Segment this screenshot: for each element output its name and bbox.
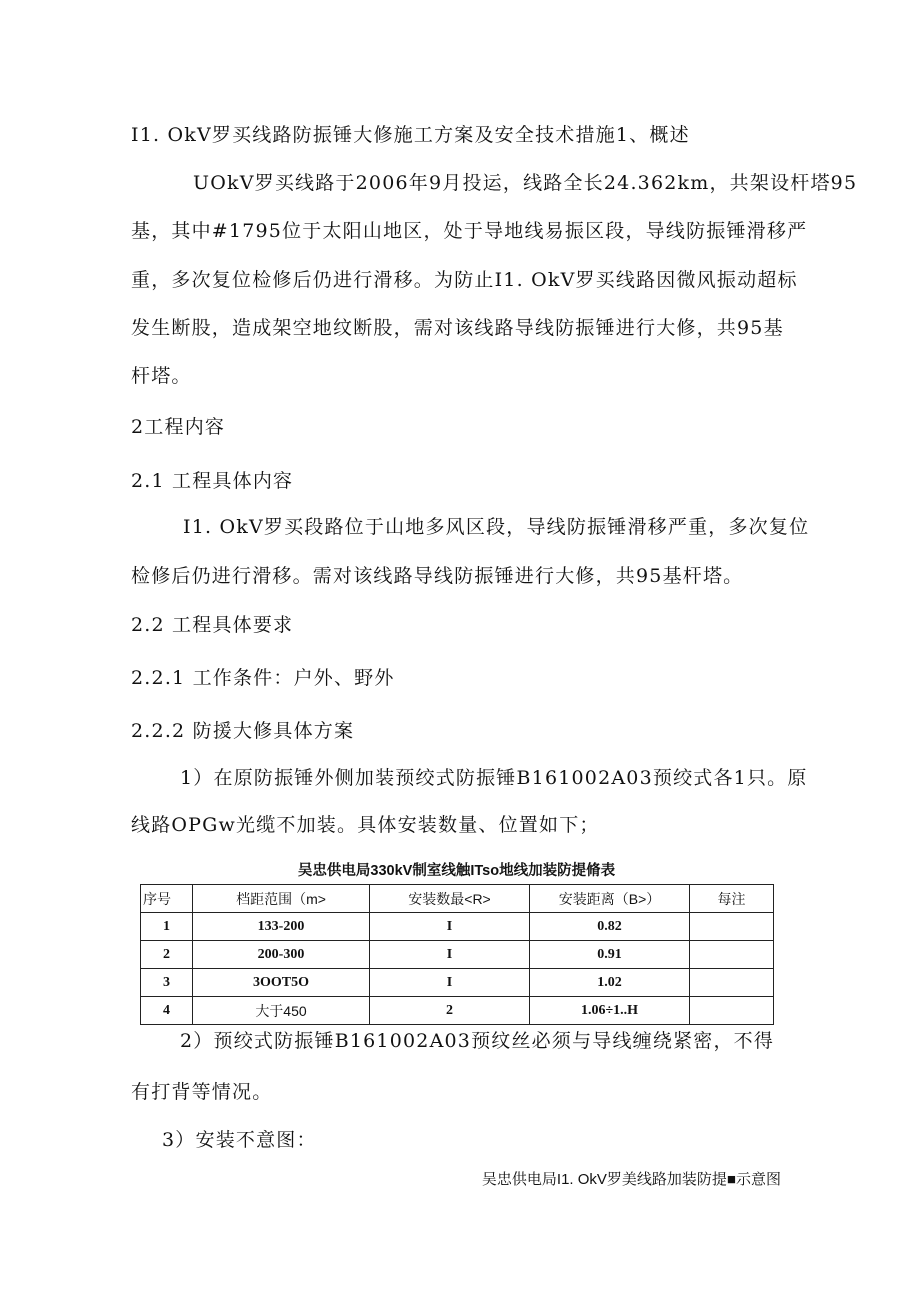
table-header-row bbox=[141, 885, 774, 913]
figure-caption: 吴忠供电局I1. OkV罗美线路加装防提■示意图 bbox=[481, 1171, 781, 1188]
installation-table bbox=[140, 884, 774, 1025]
header-qty: 安装数最<R> bbox=[370, 885, 530, 913]
cell-range: 200-300 bbox=[193, 941, 370, 969]
overview-line-1: UOkV罗买线路于2006年9月投运，线路全长24.362km，共架设杆塔95 bbox=[193, 172, 858, 194]
cell-note bbox=[690, 969, 774, 997]
header-range: 档距范围（m> bbox=[193, 885, 370, 913]
item-1-line-1: 1）在原防振锤外侧加装预绞式防振锤B161002A03预绞式各1只。原 bbox=[180, 767, 808, 789]
item-1-line-2: 线路OPGw光缆不加装。具体安装数量、位置如下； bbox=[131, 814, 600, 836]
overview-line-3: 重，多次复位检修后仍进行滑移。为防止I1. OkV罗买线路因微风振动超标 bbox=[131, 269, 798, 291]
table-row bbox=[141, 997, 774, 1025]
cell-distance: 1.06÷1..H bbox=[530, 997, 690, 1025]
header-no: 序号 bbox=[141, 885, 193, 913]
cell-no: 4 bbox=[141, 997, 193, 1025]
cell-distance: 0.91 bbox=[530, 941, 690, 969]
document-title: I1. OkV罗买线路防振锤大修施工方案及安全技术措施1、概述 bbox=[131, 124, 690, 146]
cell-note bbox=[690, 997, 774, 1025]
cell-no: 1 bbox=[141, 913, 193, 941]
item-3: 3）安装不意图： bbox=[162, 1129, 317, 1151]
section-2-1-body-line-2: 检修后仍进行滑移。需对该线路导线防振锤进行大修，共95基杆塔。 bbox=[131, 565, 744, 587]
table-caption: 吴忠供电局330kV制室线触ITso地线加装防提脩表 bbox=[297, 863, 616, 879]
cell-qty: 2 bbox=[370, 997, 530, 1025]
section-2-heading: 2工程内容 bbox=[131, 416, 226, 438]
table-row bbox=[141, 941, 774, 969]
section-2-2-1-heading: 2.2.1 工作条件：户外、野外 bbox=[131, 667, 395, 689]
cell-range: 133-200 bbox=[193, 913, 370, 941]
section-2-2-heading: 2.2 工程具体要求 bbox=[131, 614, 294, 636]
cell-range: 大于450 bbox=[193, 997, 370, 1025]
cell-qty: I bbox=[370, 941, 530, 969]
section-2-1-body-line-1: I1. OkV罗买段路位于山地多风区段，导线防振锤滑移严重，多次复位 bbox=[183, 516, 810, 538]
table-row bbox=[141, 913, 774, 941]
header-note: 每注 bbox=[690, 885, 774, 913]
cell-distance: 1.02 bbox=[530, 969, 690, 997]
cell-note bbox=[690, 913, 774, 941]
cell-range: 3OOT5O bbox=[193, 969, 370, 997]
cell-note bbox=[690, 941, 774, 969]
cell-distance: 0.82 bbox=[530, 913, 690, 941]
header-distance: 安装距离（B>） bbox=[530, 885, 690, 913]
table-row bbox=[141, 969, 774, 997]
section-2-1-heading: 2.1 工程具体内容 bbox=[131, 470, 294, 492]
cell-no: 3 bbox=[141, 969, 193, 997]
overview-line-2: 基，其中#1795位于太阳山地区，处于导地线易振区段，导线防振锤滑移严 bbox=[131, 220, 808, 242]
item-2-line-2: 有打背等情况。 bbox=[131, 1081, 273, 1103]
cell-no: 2 bbox=[141, 941, 193, 969]
overview-line-4: 发生断股，造成架空地纹断股，需对该线路导线防振锤进行大修，共95基 bbox=[131, 317, 784, 339]
section-2-2-2-heading: 2.2.2 防援大修具体方案 bbox=[131, 720, 355, 742]
cell-qty: I bbox=[370, 913, 530, 941]
overview-line-5: 杆塔。 bbox=[131, 365, 192, 387]
item-2-line-1: 2）预绞式防振锤B161002A03预纹丝必须与导线缠绕紧密，不得 bbox=[180, 1030, 775, 1052]
cell-qty: I bbox=[370, 969, 530, 997]
